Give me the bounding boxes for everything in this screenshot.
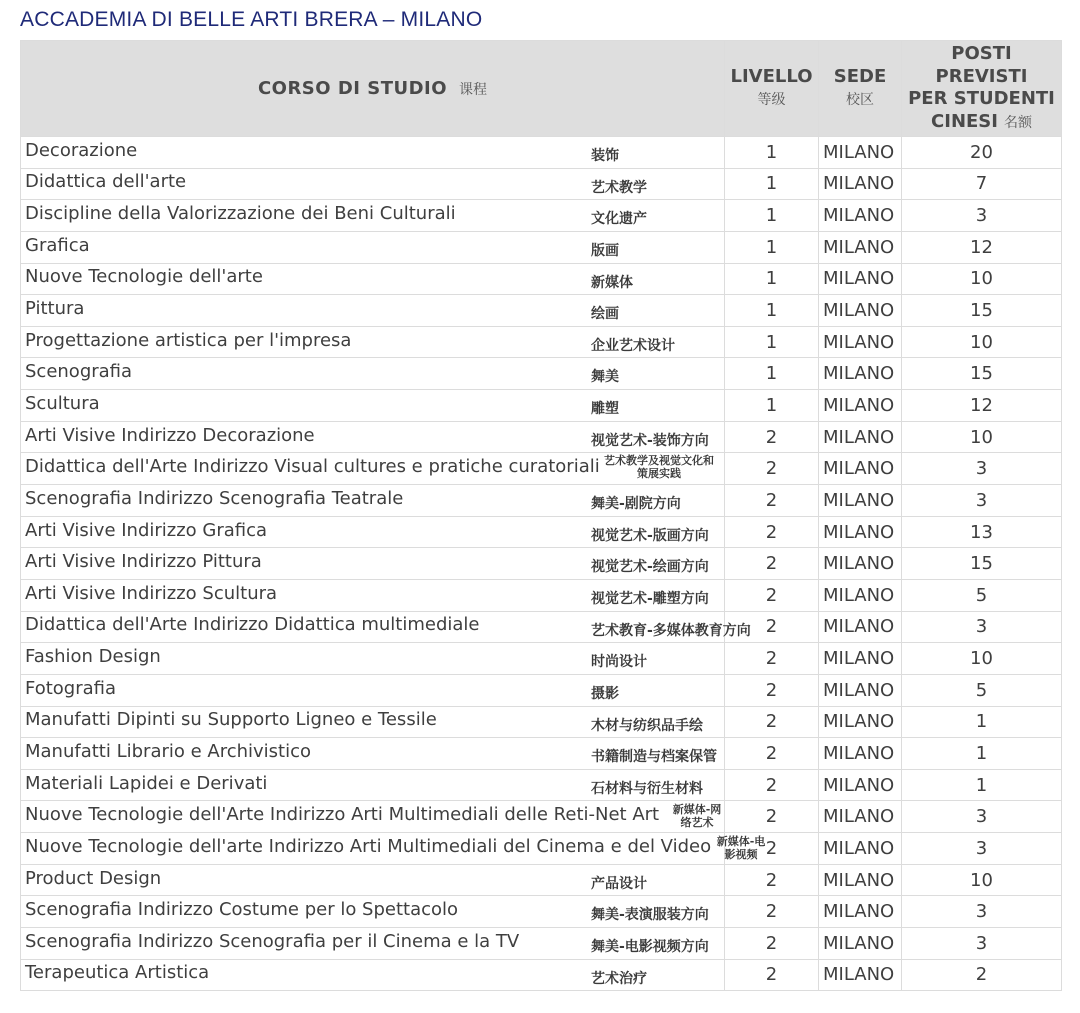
posti-cell: 15 [902,548,1062,580]
header-level [725,41,819,137]
course-name: Scenografia Indirizzo Scenografia Teatrale [25,487,404,509]
posti-cell: 3 [902,611,1062,643]
table-row [21,421,1062,453]
courses-table [20,40,1062,991]
posti-cell: 10 [902,643,1062,675]
course-name-cn: 产品设计 [591,875,647,892]
course-cell [21,896,725,928]
course-cell [21,295,725,327]
header-level-label: LIVELLO [730,65,813,87]
level-cell: 1 [725,200,819,232]
sede-cell: MILANO [819,928,902,960]
course-name: Progettazione artistica per l'impresa [25,329,352,351]
course-name-cn: 舞美 [591,369,619,386]
course-name-cn: 版画 [591,242,619,259]
course-cell [21,864,725,896]
course-name: Decorazione [25,139,138,161]
level-cell: 1 [725,390,819,422]
level-cell: 2 [725,579,819,611]
course-cell [21,959,725,991]
level-cell: 2 [725,738,819,770]
course-name-cn: 艺术治疗 [591,970,647,987]
table-row [21,579,1062,611]
course-name-cn: 视觉艺术-版画方向 [591,527,709,544]
table-row [21,864,1062,896]
posti-cell: 2 [902,959,1062,991]
table-row [21,390,1062,422]
table-row [21,168,1062,200]
posti-cell: 15 [902,295,1062,327]
sede-cell: MILANO [819,769,902,801]
course-name-cn: 新媒体-电影视频 [716,835,766,862]
course-cell [21,674,725,706]
level-cell: 2 [725,896,819,928]
posti-cell: 3 [902,928,1062,960]
sede-cell: MILANO [819,674,902,706]
posti-cell: 3 [902,200,1062,232]
header-course-cn: 课程 [459,82,488,98]
course-name: Didattica dell'arte [25,171,187,193]
level-cell: 1 [725,263,819,295]
table-row [21,485,1062,517]
table-body [21,137,1062,991]
course-name: Materiali Lapidei e Derivati [25,772,268,794]
posti-cell: 10 [902,421,1062,453]
course-name-cn: 绘画 [591,306,619,323]
level-cell: 2 [725,643,819,675]
course-name: Fotografia [25,677,117,699]
posti-cell: 10 [902,326,1062,358]
course-cell [21,548,725,580]
level-cell: 2 [725,611,819,643]
header-course [21,41,725,137]
posti-cell: 3 [902,833,1062,865]
course-name-cn: 摄影 [591,685,619,702]
sede-cell: MILANO [819,833,902,865]
sede-cell: MILANO [819,579,902,611]
posti-cell: 7 [902,168,1062,200]
level-cell: 2 [725,706,819,738]
table-row [21,928,1062,960]
table-row [21,453,1062,485]
posti-cell: 10 [902,263,1062,295]
course-name-cn: 书籍制造与档案保管 [591,749,717,766]
table-row [21,738,1062,770]
table-row [21,263,1062,295]
course-name: Scenografia Indirizzo Costume per lo Spettacolo [25,899,459,921]
course-name: Scenografia [25,361,133,383]
posti-cell: 5 [902,579,1062,611]
course-cell [21,421,725,453]
course-name-cn: 视觉艺术-雕塑方向 [591,590,709,607]
header-posti-line1: POSTI [951,43,1012,64]
course-cell [21,706,725,738]
course-name-cn: 石材料与衍生材料 [591,780,703,797]
course-cell [21,137,725,169]
course-cell [21,801,725,833]
posti-cell: 3 [902,896,1062,928]
sede-cell: MILANO [819,959,902,991]
course-name: Nuove Tecnologie dell'Arte Indirizzo Arti Multimediali delle Reti-Net Art [25,804,660,826]
course-cell [21,453,725,485]
sede-cell: MILANO [819,643,902,675]
table-row [21,358,1062,390]
course-cell [21,769,725,801]
course-name: Arti Visive Indirizzo Pittura [25,551,262,573]
level-cell: 1 [725,168,819,200]
course-name-cn: 文化遗产 [591,211,647,228]
sede-cell: MILANO [819,706,902,738]
course-name-cn: 艺术教学 [591,179,647,196]
course-name: Arti Visive Indirizzo Decorazione [25,424,315,446]
posti-cell: 15 [902,358,1062,390]
course-cell [21,833,766,865]
header-posti-line2: PREVISTI [935,65,1028,87]
header-posti-cn: 名额 [1003,114,1032,131]
level-cell: 2 [725,453,819,485]
header-posti [902,41,1062,137]
table-row [21,643,1062,675]
table-row [21,611,1062,643]
sede-cell: MILANO [819,548,902,580]
course-cell [21,390,725,422]
posti-cell: 1 [902,769,1062,801]
level-cell: 2 [725,516,819,548]
sede-cell: MILANO [819,864,902,896]
level-cell: 2 [725,928,819,960]
course-name-cn: 企业艺术设计 [591,337,675,354]
table-row [21,231,1062,263]
sede-cell: MILANO [819,168,902,200]
course-name-cn: 新媒体-网络艺术 [672,803,722,830]
course-name-cn: 艺术教学及视觉文化和策展实践 [604,454,714,481]
level-cell: 1 [725,358,819,390]
course-name-cn: 舞美-电影视频方向 [591,939,709,956]
course-name-cn: 视觉艺术-绘画方向 [591,559,709,576]
posti-cell: 3 [902,453,1062,485]
course-name-cn: 舞美-表演服装方向 [591,907,709,924]
course-cell [21,263,725,295]
level-cell: 2 [725,833,819,865]
level-cell: 2 [725,864,819,896]
course-name-cn: 视觉艺术-装饰方向 [591,432,709,449]
course-cell [21,611,751,643]
course-name: Nuove Tecnologie dell'arte Indirizzo Arti Multimediali del Cinema e del Video [25,835,712,857]
table-row [21,137,1062,169]
sede-cell: MILANO [819,137,902,169]
header-sede [819,41,902,137]
level-cell: 1 [725,326,819,358]
sede-cell: MILANO [819,738,902,770]
sede-cell: MILANO [819,200,902,232]
course-name-cn: 艺术教育-多媒体教育方向 [591,622,751,639]
sede-cell: MILANO [819,896,902,928]
posti-cell: 1 [902,738,1062,770]
table-header [21,41,1062,137]
level-cell: 2 [725,548,819,580]
course-name: Grafica [25,234,90,256]
course-name: Fashion Design [25,646,161,668]
sede-cell: MILANO [819,295,902,327]
course-name-cn: 时尚设计 [591,654,647,671]
course-name: Manufatti Dipinti su Supporto Ligneo e Tessile [25,709,437,731]
posti-cell: 3 [902,801,1062,833]
posti-cell: 12 [902,231,1062,263]
header-course-label: CORSO DI STUDIO [257,78,448,99]
course-cell [21,326,725,358]
sede-cell: MILANO [819,516,902,548]
sede-cell: MILANO [819,390,902,422]
level-cell: 1 [725,231,819,263]
course-cell [21,200,725,232]
level-cell: 2 [725,421,819,453]
table-row [21,295,1062,327]
course-name: Terapeutica Artistica [25,962,210,984]
header-posti-line4: CINESI [931,110,998,132]
course-name: Discipline della Valorizzazione dei Beni Culturali [25,203,456,225]
course-name: Manufatti Librario e Archivistico [25,740,312,762]
level-cell: 2 [725,769,819,801]
course-cell [21,168,725,200]
level-cell: 2 [725,674,819,706]
course-name-cn: 新媒体 [591,274,633,291]
table-row [21,959,1062,991]
table-row [21,833,1062,865]
sede-cell: MILANO [819,485,902,517]
level-cell: 2 [725,959,819,991]
course-name-cn: 木材与纺织品手绘 [591,717,703,734]
table-row [21,896,1062,928]
table-row [21,674,1062,706]
sede-cell: MILANO [819,263,902,295]
sede-cell: MILANO [819,326,902,358]
posti-cell: 1 [902,706,1062,738]
sede-cell: MILANO [819,801,902,833]
course-name-cn: 雕塑 [591,401,619,418]
course-name-cn: 装饰 [591,148,619,164]
table-row [21,706,1062,738]
course-name: Scenografia Indirizzo Scenografia per il Cinema e la TV [25,930,520,952]
table-row [21,801,1062,833]
table-row [21,516,1062,548]
level-cell: 2 [725,485,819,517]
sede-cell: MILANO [819,611,902,643]
course-cell [21,643,725,675]
header-sede-cn: 校区 [846,91,874,108]
sede-cell: MILANO [819,421,902,453]
course-cell [21,231,725,263]
table-row [21,769,1062,801]
course-name: Product Design [25,867,162,889]
page-title: ACCADEMIA DI BELLE ARTI BRERA – MILANO [20,8,483,31]
level-cell: 1 [725,137,819,169]
course-cell [21,516,725,548]
posti-cell: 12 [902,390,1062,422]
course-cell [21,928,725,960]
course-cell [21,485,725,517]
course-name: Didattica dell'Arte Indirizzo Didattica multimediale [25,614,480,636]
course-cell [21,738,725,770]
course-name-cn: 舞美-剧院方向 [591,496,681,513]
posti-cell: 3 [902,485,1062,517]
table-row [21,548,1062,580]
posti-cell: 10 [902,864,1062,896]
level-cell: 1 [725,295,819,327]
posti-cell: 13 [902,516,1062,548]
table-row [21,326,1062,358]
course-cell [21,358,725,390]
course-name: Arti Visive Indirizzo Grafica [25,519,268,541]
header-sede-label: SEDE [833,65,887,87]
course-name: Arti Visive Indirizzo Scultura [25,582,278,604]
header-level-cn: 等级 [757,91,786,108]
course-name: Didattica dell'Arte Indirizzo Visual cultures e pratiche curatoriali [25,456,600,478]
course-name: Scultura [25,392,100,414]
sede-cell: MILANO [819,453,902,485]
course-cell [21,579,725,611]
posti-cell: 5 [902,674,1062,706]
sede-cell: MILANO [819,231,902,263]
level-cell: 2 [725,801,819,833]
posti-cell: 20 [902,137,1062,169]
course-name: Pittura [25,298,85,320]
header-posti-line3: PER STUDENTI [908,88,1055,109]
course-name: Nuove Tecnologie dell'arte [25,266,263,288]
sede-cell: MILANO [819,358,902,390]
table-row [21,200,1062,232]
